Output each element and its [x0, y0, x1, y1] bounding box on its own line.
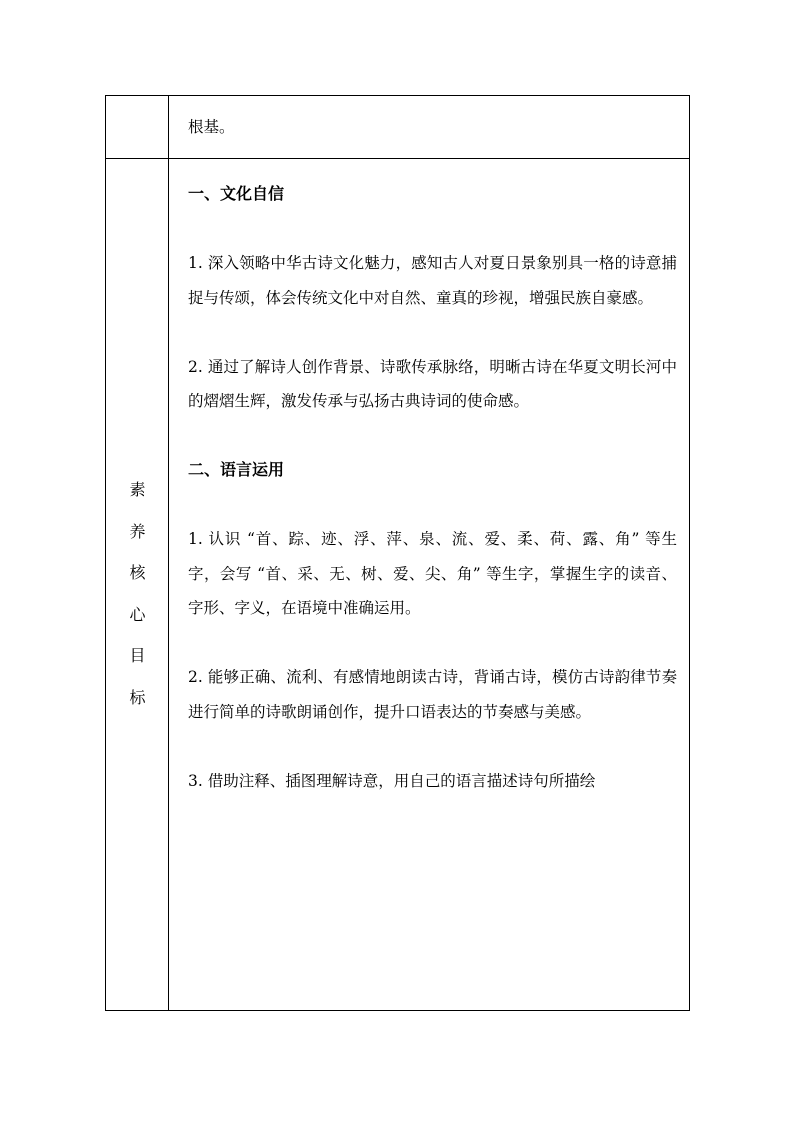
document-table — [105, 95, 690, 1011]
label-char: 养 — [129, 521, 146, 541]
label-char: 核 — [129, 563, 146, 582]
label-char: 心 — [129, 604, 146, 624]
objective-item: 2. 通过了解诗人创作背景、诗歌传承脉络，明晰古诗在华夏文明长河中的熠熠生辉，激发传承与弘扬古典诗词的使命感。 — [188, 357, 677, 410]
continued-text: 根基。 — [188, 118, 235, 136]
label-char: 素 — [129, 480, 146, 499]
content-cell — [169, 159, 690, 1011]
objective-item: 1. 认识 “首、踪、迹、浮、萍、泉、流、爱、柔、荷、露、角” 等生字，会写 “首、采、无、树、爱、尖、角” 等生字，掌握生字的读音、字形、字义，在语境中准确运用。 — [188, 530, 677, 617]
continued-text-cell — [169, 96, 690, 159]
objective-item: 2. 能够正确、流利、有感情地朗读古诗，背诵古诗，模仿古诗韵律节奏进行简单的诗歌朗诵创作，提升口语表达的节奏感与美感。 — [188, 668, 677, 721]
section-heading: 一、文化自信 — [188, 184, 285, 203]
label-char: 标 — [129, 687, 146, 707]
section-heading: 二、语言运用 — [188, 460, 285, 479]
row-label — [106, 469, 169, 718]
table-row — [106, 159, 690, 1011]
empty-label-cell — [106, 96, 169, 159]
objective-item: 1. 深入领略中华古诗文化魅力，感知古人对夏日景象别具一格的诗意捕捉与传颂，体会传统文化中对自然、童真的珍视，增强民族自豪感。 — [188, 254, 677, 307]
label-cell — [106, 159, 169, 1011]
objective-item: 3. 借助注释、插图理解诗意，用自己的语言描述诗句所描绘 — [188, 771, 596, 790]
content — [169, 159, 689, 798]
table-row — [106, 96, 690, 159]
label-char: 目 — [129, 646, 146, 665]
